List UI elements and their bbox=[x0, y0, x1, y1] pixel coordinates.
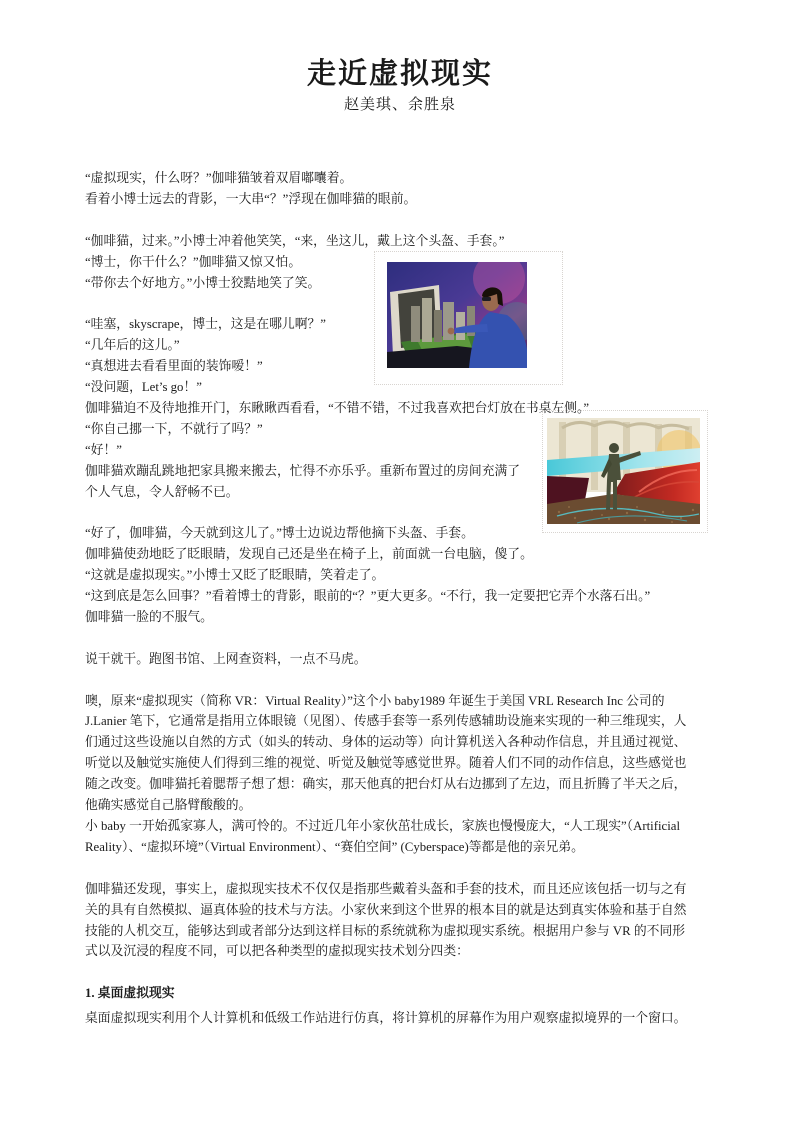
figure-cave-vr-room bbox=[547, 418, 700, 524]
text-line: “这就是虚拟现实。”小博士又眨了眨眼睛，笑着走了。 bbox=[85, 568, 385, 583]
text-line: 他确实感觉自己胳臂酸酸的。 bbox=[85, 798, 252, 813]
text-line: 伽啡猫迫不及待地推开门，东瞅瞅西看看，“不错不错，不过我喜欢把台灯放在书桌左侧。” bbox=[85, 400, 590, 415]
para-dialogue-3 bbox=[85, 523, 715, 628]
text-line: 听觉以及触觉实施使人们得到三维的视觉、听觉及触觉等感觉世界。随着人们不同的动作信息，这些感觉也 bbox=[85, 756, 687, 771]
text-line: 伽啡猫使劲地眨了眨眼睛，发现自己还是坐在椅子上，前面就一台电脑，傻了。 bbox=[85, 547, 533, 562]
text-line: “好！” bbox=[85, 442, 122, 457]
text-line: 技能的人机交互，能够达到或者部分达到这样目标的系统就称为虚拟现实系统。根据用户参与 VR 的不同形 bbox=[85, 923, 686, 938]
para-vr-scope bbox=[85, 879, 715, 963]
text-line: “伽啡猫，过来。”小博士冲着他笑笑，“来，坐这儿，戴上这个头盔、手套。” bbox=[85, 233, 505, 248]
cave-vr-room-illustration bbox=[547, 418, 700, 524]
text-line: “哇塞，skyscrape，博士，这是在哪儿啊？” bbox=[85, 317, 326, 332]
text-line: “带你去个好地方。”小博士狡黠地笑了笑。 bbox=[85, 275, 321, 290]
text-line: 伽啡猫还发现，事实上，虚拟现实技术不仅仅是指那些戴着头盔和手套的技术，而且还应该包括一切与之有 bbox=[85, 881, 687, 896]
text-line: “好了，伽啡猫，今天就到这儿了。”博士边说边帮他摘下头盔、手套。 bbox=[85, 526, 474, 541]
text-line: 们通过这些设施以自然的方式（如头的转动、身体的运动等）向计算机送入各种动作信息，并且通过视觉、 bbox=[85, 735, 687, 750]
text-line: 伽啡猫欢蹦乱跳地把家具搬来搬去，忙得不亦乐乎。重新布置过的房间充满了 bbox=[85, 463, 521, 478]
text-line: “没问题，Let’s go！” bbox=[85, 380, 202, 395]
para-research bbox=[85, 649, 715, 670]
text-line: 小 baby 一开始孤家寡人，满可怜的。不过近几年小家伙茁壮成长，家族也慢慢庞大，“人工现实”（Artificial bbox=[85, 819, 681, 834]
text-line: “真想进去看看里面的装饰嗳！” bbox=[85, 359, 263, 374]
text-line: 关的具有自然模拟、逼真体验的技术与方法。小家伙来到这个世界的根本目的就是达到真实体验和基于自然 bbox=[85, 902, 687, 917]
text-line: “你自己挪一下，不就行了吗？” bbox=[85, 421, 263, 436]
para-vr-definition bbox=[85, 691, 715, 858]
text-line: “虚拟现实，什么呀？”伽啡猫皱着双眉嘟囔着。 bbox=[85, 171, 353, 185]
document-title: 走近虚拟现实 bbox=[306, 58, 493, 90]
document-authors: 赵美琪、余胜泉 bbox=[343, 97, 456, 113]
text-line: J.Lanier 笔下，它通常是指用立体眼镜（见图）、传感手套等一系列传感辅助设施来实现的一种三维现实，人 bbox=[85, 714, 687, 729]
text-line: 看着小博士远去的背影，一大串“？”浮现在伽啡猫的眼前。 bbox=[85, 191, 417, 206]
3d-city-computer-illustration bbox=[387, 262, 527, 368]
text-line: 伽啡猫一脸的不服气。 bbox=[85, 609, 213, 624]
text-line: 个人气息，令人舒畅不已。 bbox=[85, 484, 239, 499]
text-line: 说干就干。跑图书馆、上网查资料，一点不马虎。 bbox=[85, 651, 367, 666]
text-line: Reality）、“虚拟环境”（Virtual Environment）、“赛伯空间” (Cyberspace)等都是他的亲兄弟。 bbox=[85, 839, 584, 854]
text-line: 噢，原来“虚拟现实（简称 VR：Virtual Reality）”这个小 baby1989 年诞生于美国 VRL Research Inc 公司的 bbox=[85, 693, 665, 708]
text-line: “博士，你干什么？”伽啡猫又惊又怕。 bbox=[85, 254, 302, 269]
text-line: 1. 桌面虚拟现实 bbox=[85, 986, 175, 1001]
text-line: 式以及沉浸的程度不同，可以把各种类型的虚拟现实技术划分四类： bbox=[85, 944, 469, 959]
text-line: “几年后的这儿。” bbox=[85, 338, 180, 353]
para-intro bbox=[85, 168, 715, 210]
text-line: “这到底是怎么回事？”看着博士的背影，眼前的“？”更大更多。“不行，我一定要把它弄个水落石出。” bbox=[85, 589, 651, 604]
text-line: 随之改变。伽啡猫托着腮帮子想了想：确实，那天他真的把台灯从右边挪到了左边，而且折腾了半天之后， bbox=[85, 777, 687, 792]
para-desktop-vr bbox=[85, 1008, 715, 1029]
text-line: 桌面虚拟现实利用个人计算机和低级工作站进行仿真，将计算机的屏幕作为用户观察虚拟境界的一个窗口。 bbox=[85, 1011, 687, 1026]
figure-3d-city-computer bbox=[387, 262, 527, 368]
heading-desktop-vr bbox=[85, 983, 715, 1004]
